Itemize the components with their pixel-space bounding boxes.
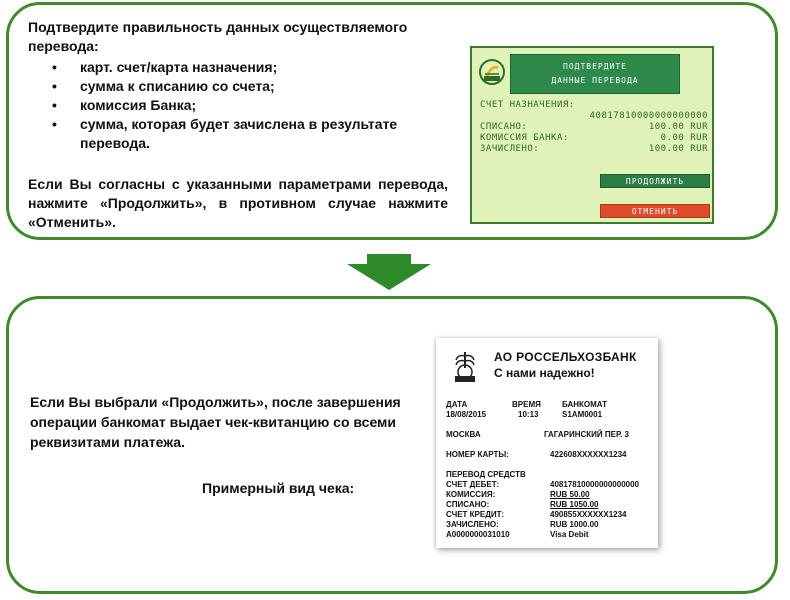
receipt-atm-value: S1AM0001: [562, 410, 603, 419]
receipt-address: ГАГАРИНСКИЙ ПЕР. 3: [544, 430, 629, 439]
receipt-debit-account-label: СЧЕТ ДЕБЕТ:: [446, 480, 500, 489]
receipt-city: МОСКВА: [446, 430, 481, 439]
receipt-explanation: Если Вы выбрали «Продолжить», после завершения операции банкомат выдает чек-квитанцию со всеми реквизитами платежа.: [30, 394, 401, 450]
receipt-time-value: 10:13: [518, 410, 539, 419]
atm-title-line1: ПОДТВЕРДИТЕ: [563, 62, 627, 71]
bullet-item: • сумма, которая будет зачислена в результате перевода.: [80, 115, 448, 153]
receipt-date-label: ДАТА: [446, 400, 468, 409]
receipt-fee-value: RUB 50.00: [550, 490, 590, 499]
receipt-atm-label: БАНКОМАТ: [562, 400, 608, 409]
receipt-debit-account-value: 40817810000000000000: [550, 480, 639, 489]
receipt-fee-label: КОМИССИЯ:: [446, 490, 496, 499]
atm-screen-title: [510, 54, 680, 94]
instructions-intro: Подтвердите правильность данных осуществляемого перевода:: [28, 19, 408, 54]
receipt-credit-account-value: 490855XXXXXX1234: [550, 510, 627, 519]
receipt-atm: [562, 400, 607, 420]
receipt-debited-value: RUB 1050.00: [550, 500, 599, 509]
receipt-aid: A0000000031010: [446, 530, 510, 539]
atm-fee-value: 0.00 RUR: [660, 133, 708, 143]
down-arrow-icon: [345, 254, 433, 290]
instructions-paragraph: Если Вы согласны с указанными параметрами перевода, нажмите «Продолжить», в противном случае нажмите «Отменить».: [28, 176, 448, 230]
continue-button[interactable]: ПРОДОЛЖИТЬ: [600, 174, 710, 188]
atm-account-label: СЧЕТ НАЗНАЧЕНИЯ:: [480, 100, 575, 110]
atm-transfer-details: [480, 100, 708, 155]
sample-receipt-label: Примерный вид чека:: [202, 480, 355, 496]
receipt-card-label: НОМЕР КАРТЫ:: [446, 450, 509, 459]
receipt-card-value: 422608XXXXXX1234: [550, 450, 627, 459]
bullet-item: • комиссия Банка;: [80, 96, 448, 115]
atm-debited-row: [480, 122, 708, 133]
atm-fee-label: КОМИССИЯ БАНКА:: [480, 133, 569, 143]
receipt-values: [550, 480, 639, 540]
receipt-debited-label: СПИСАНО:: [446, 500, 490, 509]
atm-credited-value: 100.00 RUR: [648, 144, 708, 154]
receipt-bank-name: АО РОССЕЛЬХОЗБАНК: [494, 350, 637, 364]
cancel-button[interactable]: ОТМЕНИТЬ: [600, 204, 710, 218]
atm-screen: [470, 46, 714, 224]
sample-receipt: [436, 338, 658, 548]
atm-debited-label: СПИСАНО:: [480, 122, 528, 132]
receipt-slogan: С нами надежно!: [494, 366, 595, 380]
atm-credited-row: [480, 144, 708, 155]
receipt-date: [446, 400, 486, 420]
bank-logo-icon: [478, 58, 506, 86]
receipt-credited-value: RUB 1000.00: [550, 520, 599, 529]
bank-logo-icon: [450, 350, 480, 384]
receipt-date-value: 18/08/2015: [446, 410, 487, 419]
receipt-time: [512, 400, 541, 420]
receipt-credit-account-label: СЧЕТ КРЕДИТ:: [446, 510, 505, 519]
receipt-card-type: Visa Debit: [550, 530, 589, 539]
atm-account-value: 40817810000000000000: [589, 111, 708, 121]
receipt-operation-title: ПЕРЕВОД СРЕДСТВ: [446, 470, 526, 479]
atm-fee-row: [480, 133, 708, 144]
receipt-time-label: ВРЕМЯ: [512, 400, 541, 409]
atm-title-line2: ДАННЫЕ ПЕРЕВОДА: [551, 76, 639, 85]
atm-credited-label: ЗАЧИСЛЕНО:: [480, 144, 540, 154]
bullet-item: • карт. счет/карта назначения;: [80, 58, 448, 77]
bullet-item: • сумма к списанию со счета;: [80, 77, 448, 96]
receipt-labels: [446, 480, 510, 540]
atm-debited-value: 100.00 RUR: [648, 122, 708, 132]
confirm-instructions: [28, 18, 448, 232]
instructions-bullet-list: [28, 58, 448, 153]
receipt-credited-label: ЗАЧИСЛЕНО:: [446, 520, 499, 529]
